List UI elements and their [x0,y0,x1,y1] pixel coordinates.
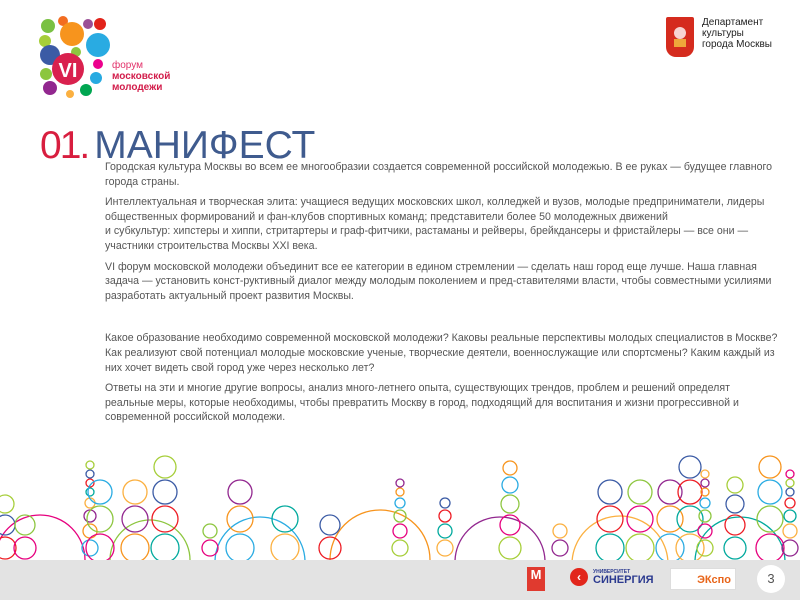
skyline-bubble [393,524,407,538]
skyline-bubble [628,480,652,504]
skyline-bubble [88,480,112,504]
skyline-bubble [725,515,745,535]
moscow-coat-of-arms-icon [666,17,694,57]
paragraph: Ответы на эти и многие другие вопросы, анализ много-летнего опыта, существующих трендов, проблем и решений определят реальные меры, которые необходимы, чтобы превратить Москву в город, подходящий для воспитания и жизни прогрессивной и современной российской молодежи. [105,382,739,424]
forum-name [112,60,170,93]
skyline-bubble [437,540,453,556]
manifesto-text [105,160,780,431]
skyline-bubble [552,540,568,556]
skyline-bubble [724,537,746,559]
skyline-bubble [330,510,430,560]
skyline-bubble [215,517,305,560]
skyline-bubble [786,488,794,496]
skyline-bubble [676,534,704,560]
skyline-bubble [82,540,98,556]
skyline-bubble [320,515,340,535]
skyline-bubble [202,540,218,556]
skyline-bubble [701,479,709,487]
skyline-bubble [154,456,176,478]
skyline-bubble [726,495,744,513]
synergy-small-text: УНИВЕРСИТЕТ [593,568,631,575]
paragraph: Какое образование необходимо современной московской молодежи? Каковы реальные перспективы молодых специалистов в Москве? Как реализуют свой потенциал молодые московские ученые, творческие деятели, военнослужащие или спортсмены? Каким каждый из них хочет видеть свой город уже через несколько лет? [105,332,778,374]
forum-line-3: молодежи [112,82,163,93]
skyline-bubble [597,506,623,532]
skyline-bubble [228,480,252,504]
department-line-2: культуры [702,28,744,39]
skyline-bubble [226,534,254,560]
skyline-bubble [785,498,795,508]
skyline-bubble [786,470,794,478]
skyline-bubble [0,495,14,513]
skyline-bubble [699,510,711,522]
skyline-bubble [700,498,710,508]
skyline-bubble [503,461,517,475]
skyline-bubble [786,479,794,487]
skyline-bubble [84,510,96,522]
skyline-bubble [396,479,404,487]
skyline-bubble [151,534,179,560]
skyline-bubble [0,515,85,560]
paragraph: и субкультур: хипстеры и хиппи, стритартеры и граф-фитчики, растаманы и рейверы, брейкдансеры и фристайлеры — все они — участники строительства Москвы XXI века. [105,225,749,252]
skyline-bubble [272,506,298,532]
skyline-bubble [392,540,408,556]
skyline-bubble [440,498,450,508]
paragraph: Интеллектуальная и творческая элита: учащиеся ведущих московских школ, колледжей и вузов, молодые предприниматели, лидеры общественных формирований и фан-клубов спортивных команд; представители более 50 молодежных движений [105,196,765,223]
title-word: МАНИФЕСТ [94,124,316,167]
skyline-bubble [271,534,299,560]
skyline-bubble [553,524,567,538]
city-skyline-illustration [0,440,800,560]
partner-logo-expo: ЭКспо [670,568,736,590]
skyline-bubble [121,534,149,560]
forum-line-2: московской [112,71,171,82]
skyline-bubble [758,480,782,504]
skyline-bubble [679,456,701,478]
forum-badge: VI [58,60,78,82]
forum-line-1: форум [112,60,144,71]
department-line-1: Департамент [702,17,764,28]
synergy-arrow-icon: ‹ [570,568,588,586]
skyline-bubble [783,524,797,538]
partner-logo-synergy [570,568,654,586]
skyline-bubble [698,524,712,538]
skyline-bubble [122,506,148,532]
forum-logo [36,14,176,104]
skyline-bubble [626,534,654,560]
skyline-bubble [439,510,451,522]
skyline-bubble [759,456,781,478]
synergy-big-text: СИНЕРГИЯ [593,573,654,586]
skyline-bubble [627,506,653,532]
skyline-bubble [203,524,217,538]
skyline-bubble [395,498,405,508]
skyline-bubble [87,506,113,532]
title-number: 01. [40,124,89,167]
skyline-bubble [499,537,521,559]
skyline-bubble [598,480,622,504]
skyline-bubble [86,470,94,478]
skyline-bubble [152,506,178,532]
skyline-bubble [501,495,519,513]
skyline-bubble [657,506,683,532]
skyline-bubble [596,534,624,560]
skyline-bubble [14,537,36,559]
department-logo [666,17,772,57]
partner-logo-m: М [527,567,545,591]
skyline-bubble [756,534,784,560]
department-name [702,17,772,50]
skyline-bubble [123,480,147,504]
bubbles-logo-icon [36,14,116,104]
skyline-bubble [396,488,404,496]
skyline-bubble [86,461,94,469]
skyline-bubble [727,477,743,493]
skyline-bubble [697,540,713,556]
department-line-3: города Москвы [702,39,772,50]
paragraph: Городская культура Москвы во всем ее многообразии создается современной российской молодежью. В ее руках — будущее главного города страны. [105,161,773,188]
skyline-bubble [701,470,709,478]
skyline-bubble [153,480,177,504]
skyline-bubble [438,524,452,538]
page-number: 3 [757,565,785,593]
skyline-bubble [784,510,796,522]
paragraph: VI форум московской молодежи объединит все ее категории в едином стремлении — сделать наш город еще лучше. Наша главная задача — установить конст-руктивный диалог между молодым поколением и пред-ставителями власти, чтобы совместными усилиями разработать актуальный проект развития Москвы. [105,260,772,302]
skyline-bubble [86,488,94,496]
skyline-bubble [502,477,518,493]
